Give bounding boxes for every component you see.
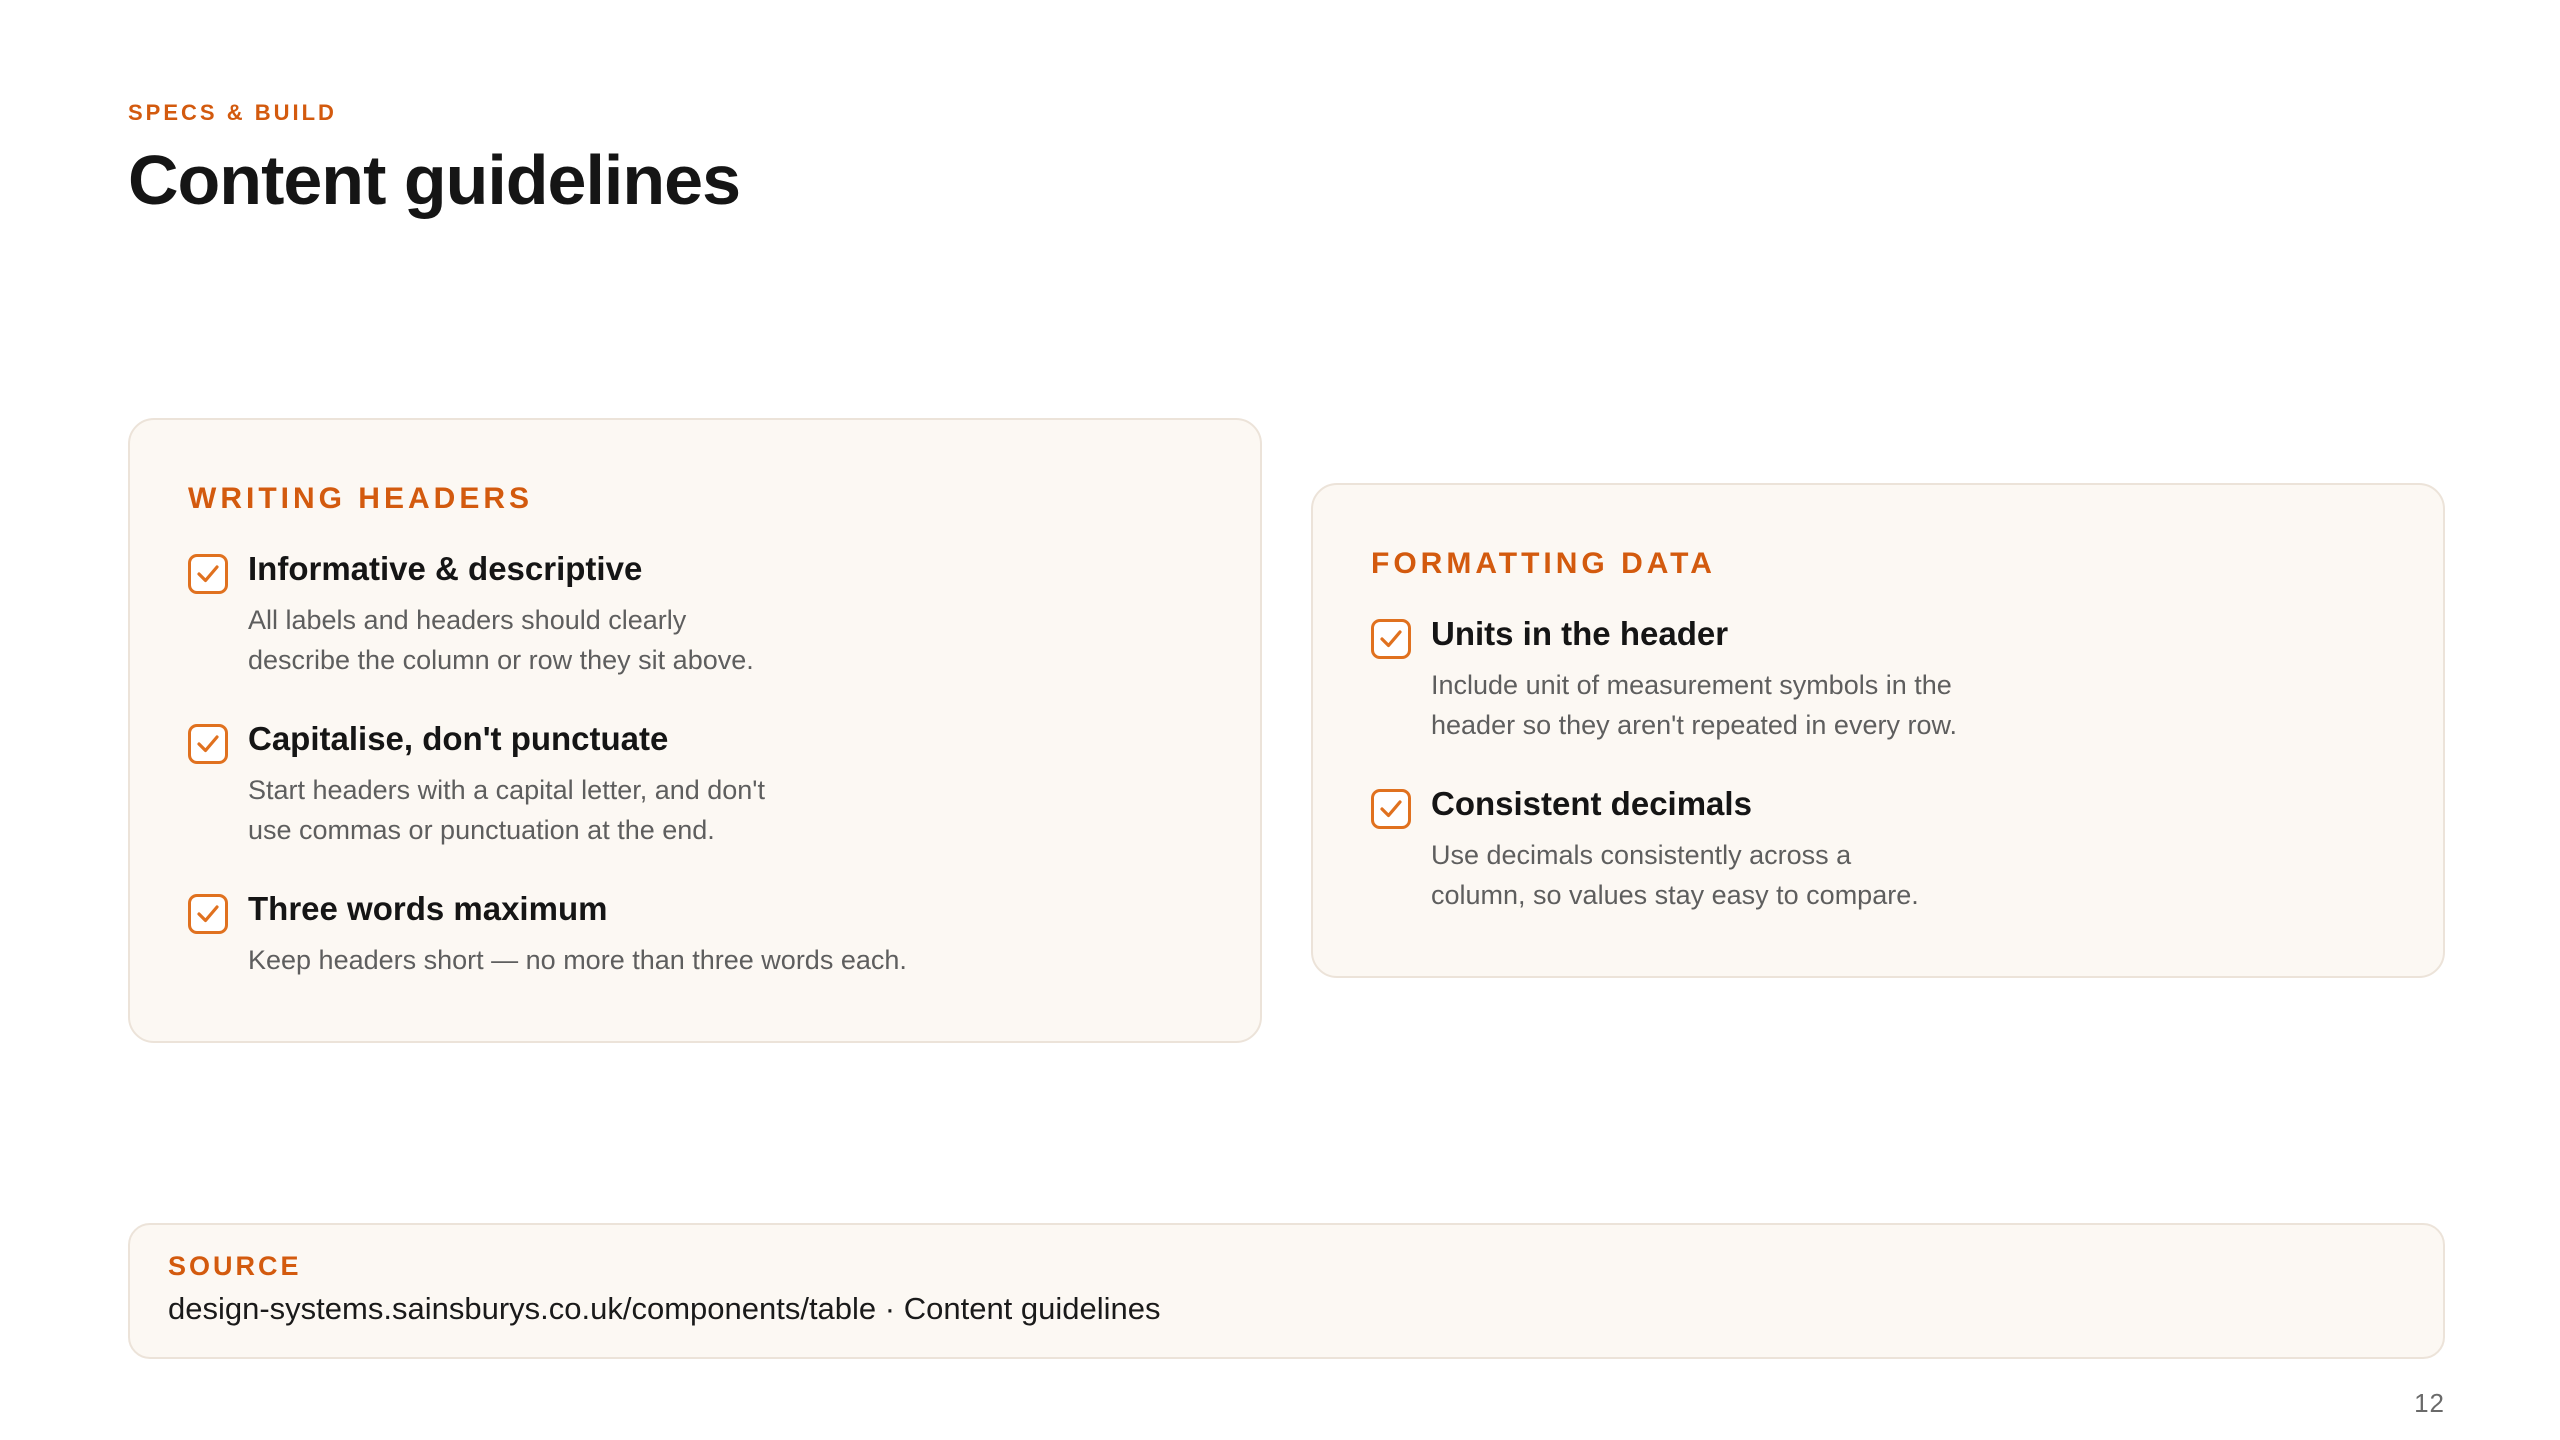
guideline-title: Units in the header: [1431, 615, 1729, 652]
checkbox-checked-icon: [188, 894, 228, 934]
checkbox-checked-icon: [1371, 619, 1411, 659]
guideline-description: [1431, 835, 1919, 915]
guideline-description: [248, 940, 907, 980]
checkbox-checked-icon: [188, 724, 228, 764]
guideline-description: [248, 600, 754, 680]
checkbox-checked-icon: [188, 554, 228, 594]
page-title: Content guidelines: [128, 141, 740, 219]
guideline-description: [1431, 665, 1957, 745]
guideline-title: Informative & descriptive: [248, 550, 643, 587]
page-number: 12: [2414, 1388, 2445, 1418]
description-line: use commas or punctuation at the end.: [248, 815, 715, 845]
source-box: [128, 1223, 2445, 1359]
card-heading: WRITING HEADERS: [188, 482, 533, 515]
description-line: header so they aren't repeated in every row.: [1431, 710, 1957, 740]
source-text: design-systems.sainsburys.co.uk/components/table · Content guidelines: [168, 1291, 1161, 1326]
description-line: describe the column or row they sit above.: [248, 645, 754, 675]
description-line: Start headers with a capital letter, and don't: [248, 775, 765, 805]
guideline-description: [248, 770, 765, 850]
description-line: Use decimals consistently across a: [1431, 840, 1852, 870]
guideline-title: Consistent decimals: [1431, 785, 1752, 822]
description-line: column, so values stay easy to compare.: [1431, 880, 1919, 910]
eyebrow: SPECS & BUILD: [128, 100, 337, 125]
guideline-title: Capitalise, don't punctuate: [248, 720, 669, 757]
source-label: SOURCE: [168, 1251, 302, 1281]
formatting-data-card: [1311, 483, 2445, 978]
writing-headers-card: [128, 418, 1262, 1043]
card-heading: FORMATTING DATA: [1371, 547, 1716, 580]
description-line: All labels and headers should clearly: [248, 605, 687, 635]
description-line: Keep headers short — no more than three words each.: [248, 945, 907, 975]
guideline-title: Three words maximum: [248, 890, 608, 927]
checkbox-checked-icon: [1371, 789, 1411, 829]
description-line: Include unit of measurement symbols in the: [1431, 670, 1952, 700]
